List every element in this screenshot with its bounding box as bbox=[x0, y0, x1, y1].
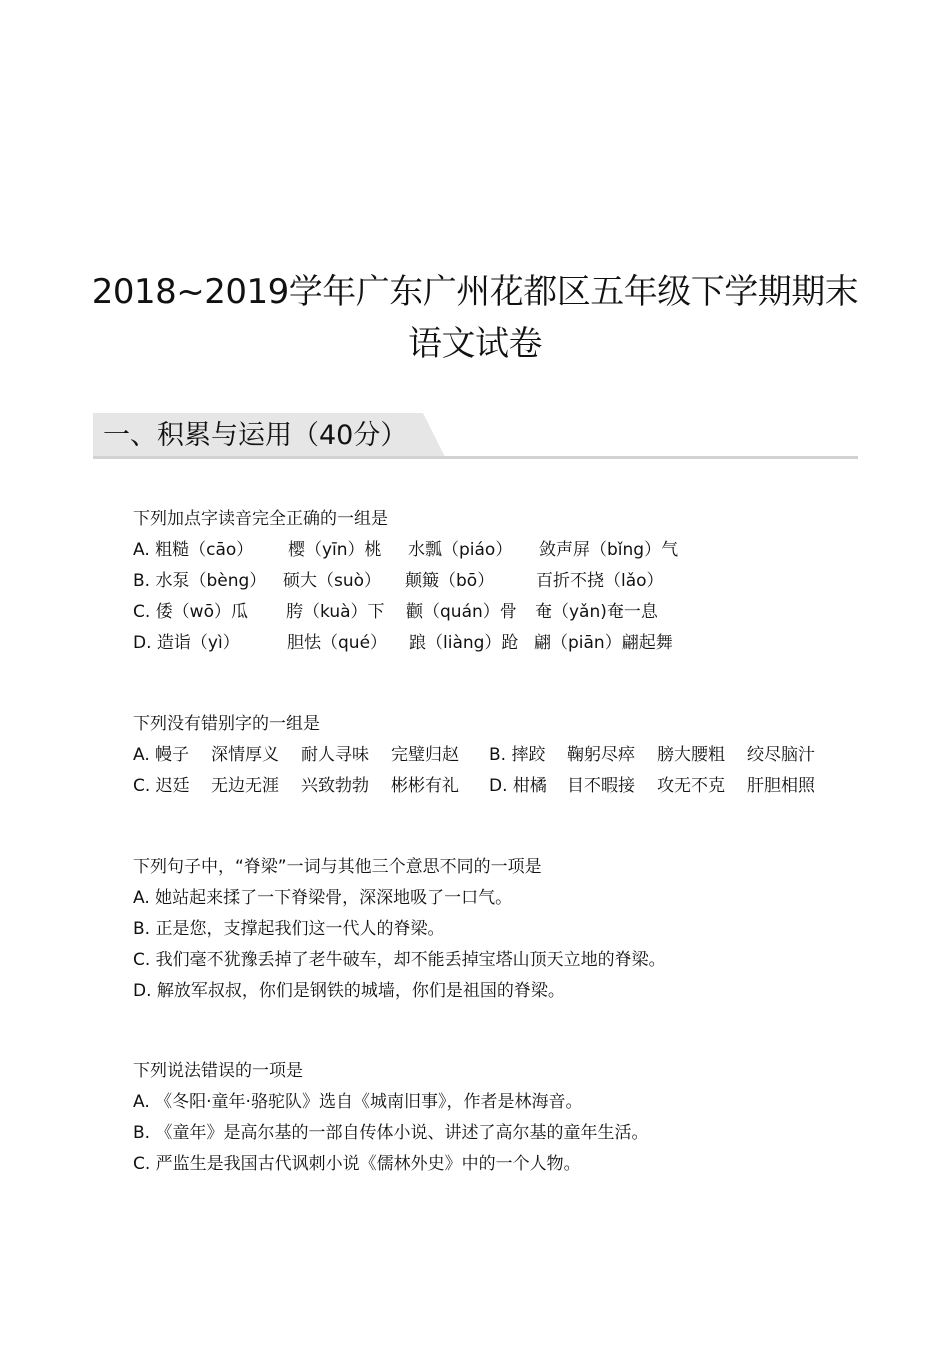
option-cell: A. 粗糙（cāo） bbox=[133, 540, 254, 560]
option-row bbox=[133, 628, 673, 659]
option-cell: 敛声屏（bǐng）气 bbox=[539, 540, 679, 560]
option-cell: C. 迟廷 bbox=[133, 776, 190, 796]
option-cell: 兴致勃勃 bbox=[301, 776, 369, 796]
option-cell: D. 造诣（yì） bbox=[133, 633, 240, 653]
question-stem: 下列说法错误的一项是 bbox=[133, 1061, 303, 1081]
title-line-1: 2018~2019学年广东广州花都区五年级下学期期末 bbox=[91, 272, 859, 312]
option-cell: C. 倭（wō）瓜 bbox=[133, 602, 248, 622]
option-line: D. 解放军叔叔，你们是钢铁的城墙，你们是祖国的脊梁。 bbox=[133, 981, 565, 1001]
option-cell: D. 柑橘 bbox=[489, 776, 547, 796]
option-row bbox=[133, 535, 679, 566]
option-cell: 百折不挠（lǎo） bbox=[536, 571, 664, 591]
option-cell: 绞尽脑汁 bbox=[747, 745, 815, 765]
option-cell: 目不暇接 bbox=[567, 776, 635, 796]
option-cell: 踉（liàng）跄 bbox=[409, 633, 519, 653]
option-cell: 完璧归赵 bbox=[391, 745, 459, 765]
option-cell: 胯（kuà）下 bbox=[286, 602, 385, 622]
option-line: C. 严监生是我国古代讽刺小说《儒林外史》中的一个人物。 bbox=[133, 1154, 581, 1174]
option-cell: 胆怯（qué） bbox=[287, 633, 388, 653]
option-cell: 攻无不克 bbox=[657, 776, 725, 796]
question-stem: 下列加点字读音完全正确的一组是 bbox=[133, 509, 388, 529]
option-row bbox=[133, 740, 815, 771]
question-4 bbox=[133, 1056, 648, 1180]
option-cell: 深情厚义 bbox=[211, 745, 279, 765]
option-line: B. 《童年》是高尔基的一部自传体小说、讲述了高尔基的童年生活。 bbox=[133, 1123, 649, 1143]
question-3 bbox=[133, 852, 666, 1007]
option-cell: A. 幔子 bbox=[133, 745, 190, 765]
option-cell: 奄（yǎn)奄一息 bbox=[535, 602, 658, 622]
option-cell: 樱（yīn）桃 bbox=[288, 540, 382, 560]
option-cell: 膀大腰粗 bbox=[657, 745, 725, 765]
section-title: 一、积累与运用（40分） bbox=[103, 420, 408, 451]
option-cell: 翩（piān）翩起舞 bbox=[534, 633, 673, 653]
option-row bbox=[133, 771, 815, 802]
option-cell: 耐人寻味 bbox=[301, 745, 369, 765]
title-line-2: 语文试卷 bbox=[408, 324, 542, 364]
option-cell: 硕大（suò） bbox=[283, 571, 382, 591]
question-stem: 下列句子中，“脊梁”一词与其他三个意思不同的一项是 bbox=[133, 857, 542, 877]
option-cell: 肝胆相照 bbox=[747, 776, 815, 796]
question-1 bbox=[133, 504, 679, 659]
option-cell: 颧（quán）骨 bbox=[406, 602, 517, 622]
option-line: C. 我们毫不犹豫丢掉了老牛破车，却不能丢掉宝塔山顶天立地的脊梁。 bbox=[133, 950, 666, 970]
question-2 bbox=[133, 709, 815, 802]
option-line: A. 《冬阳·童年·骆驼队》选自《城南旧事》，作者是林海音。 bbox=[133, 1092, 583, 1112]
question-stem: 下列没有错别字的一组是 bbox=[133, 714, 320, 734]
option-line: A. 她站起来揉了一下脊梁骨，深深地吸了一口气。 bbox=[133, 888, 513, 908]
option-cell: 彬彬有礼 bbox=[391, 776, 459, 796]
page-title bbox=[0, 266, 950, 370]
option-cell: B. 水泵（bèng） bbox=[133, 571, 267, 591]
option-row bbox=[133, 566, 664, 597]
option-line: B. 正是您，支撑起我们这一代人的脊梁。 bbox=[133, 919, 445, 939]
section-header bbox=[93, 413, 858, 459]
option-cell: 鞠躬尽瘁 bbox=[567, 745, 635, 765]
option-cell: B. 摔跤 bbox=[489, 745, 546, 765]
option-cell: 颠簸（bō） bbox=[405, 571, 495, 591]
option-cell: 水瓢（piáo） bbox=[408, 540, 513, 560]
option-row bbox=[133, 597, 658, 628]
option-cell: 无边无涯 bbox=[211, 776, 279, 796]
